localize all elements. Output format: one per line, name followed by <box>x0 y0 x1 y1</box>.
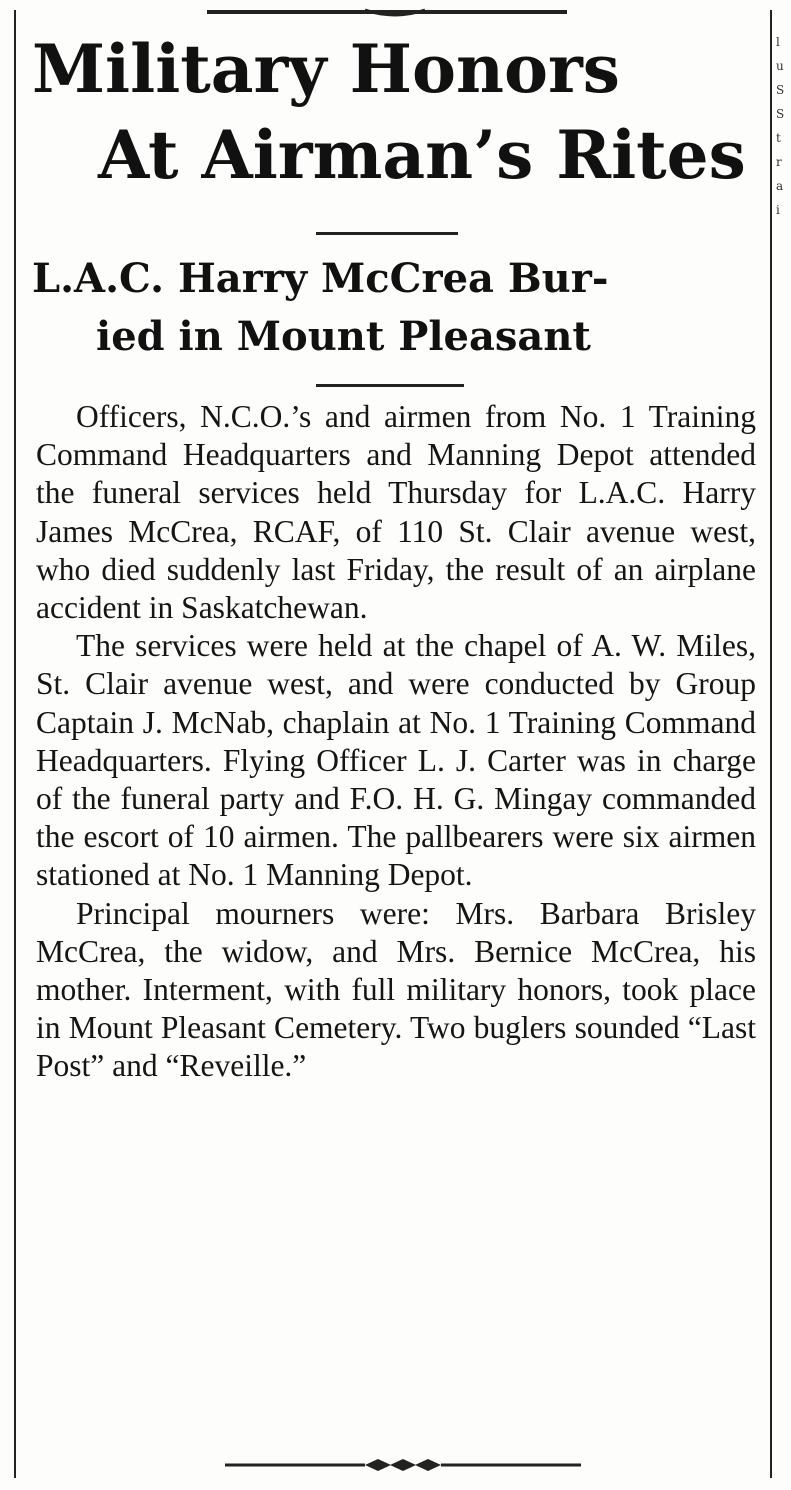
subheadline <box>32 250 762 366</box>
adjacent-column-fragment: l u S S t r a i <box>776 35 785 217</box>
paragraph-3: Principal mourners were: Mrs. Barbara Brisley McCrea, the widow, and Mrs. Bernice McCrea, his mother. Interment, with full military honors, took place in Mount Pleasant Cemetery. Two buglers sounded “Last Post” and “Reveille.” <box>36 895 756 1084</box>
column-rule-right <box>770 10 772 1478</box>
column-rule-left <box>14 10 16 1478</box>
subheadline-line-2: ied in Mount Pleasant <box>96 313 591 360</box>
paragraph-2: The services were held at the chapel of A. W. Miles, St. Clair avenue west, and were conducted by Group Captain J. McNab, chaplain at No. 1 Training Command Headquarters. Flying Officer L. J. Carter was in charge of the funeral party and F.O. H. G. Mingay commanded the escort of 10 airmen. The pallbearers were six airmen stationed at No. 1 Manning Depot. <box>36 628 756 893</box>
end-ornament <box>225 1458 581 1472</box>
headline <box>32 26 762 198</box>
top-ornament <box>360 8 430 18</box>
headline-line-2: At Airman’s Rites <box>98 116 746 194</box>
headline-line-1: Military Honors <box>32 30 620 108</box>
paragraph-1: Officers, N.C.O.’s and airmen from No. 1 Training Command Headquarters and Manning Depot attended the funeral services held Thursday for L.A.C. Harry James McCrea, RCAF, of 110 St. Clair avenue west, who died suddenly last Friday, the result of an airplane accident in Saskatchewan. <box>36 399 756 626</box>
article-body <box>36 398 756 1086</box>
headline-divider <box>316 232 458 235</box>
subheadline-divider <box>316 384 464 387</box>
subheadline-line-1: L.A.C. Harry McCrea Bur- <box>32 255 609 302</box>
